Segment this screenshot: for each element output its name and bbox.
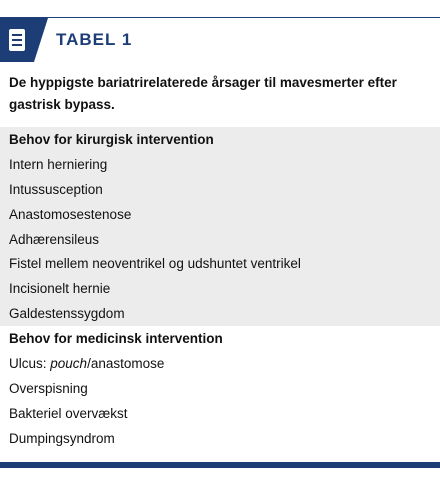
table-row: Overspisning (0, 376, 440, 401)
table-row: Intussusception (9, 181, 103, 197)
table-row: Bakteriel overvækst (0, 401, 440, 426)
table-row (0, 351, 440, 376)
table-header (0, 18, 440, 62)
table-row: Intern herniering (9, 156, 108, 172)
table-row: Fistel mellem neoventrikel og udshuntet ventrikel (9, 256, 301, 272)
document-list-icon (0, 18, 34, 62)
section-heading-medical: Behov for medicinsk intervention (0, 326, 440, 351)
table-row: Incisionelt hernie (9, 281, 111, 297)
table-caption: De hyppigste bariatrirelaterede årsager til mavesmerter efter gastrisk bypass. (9, 75, 397, 112)
table-row: Galdestenssygdom (9, 306, 125, 322)
table-row: Dumpingsyndrom (0, 426, 440, 451)
section-heading-surgical: Behov for kirurgisk intervention (9, 132, 214, 147)
table-label: TABEL 1 (56, 30, 133, 49)
ulcus-suffix: /anastomose (87, 356, 165, 372)
ulcus-italic: pouch (50, 356, 88, 372)
bottom-rule (0, 462, 440, 468)
header-notch (34, 18, 48, 62)
ulcus-prefix: Ulcus: (9, 356, 51, 372)
table-row: Adhærensileus (9, 231, 100, 247)
table (0, 127, 440, 451)
table-row: Anastomosestenose (9, 206, 132, 222)
